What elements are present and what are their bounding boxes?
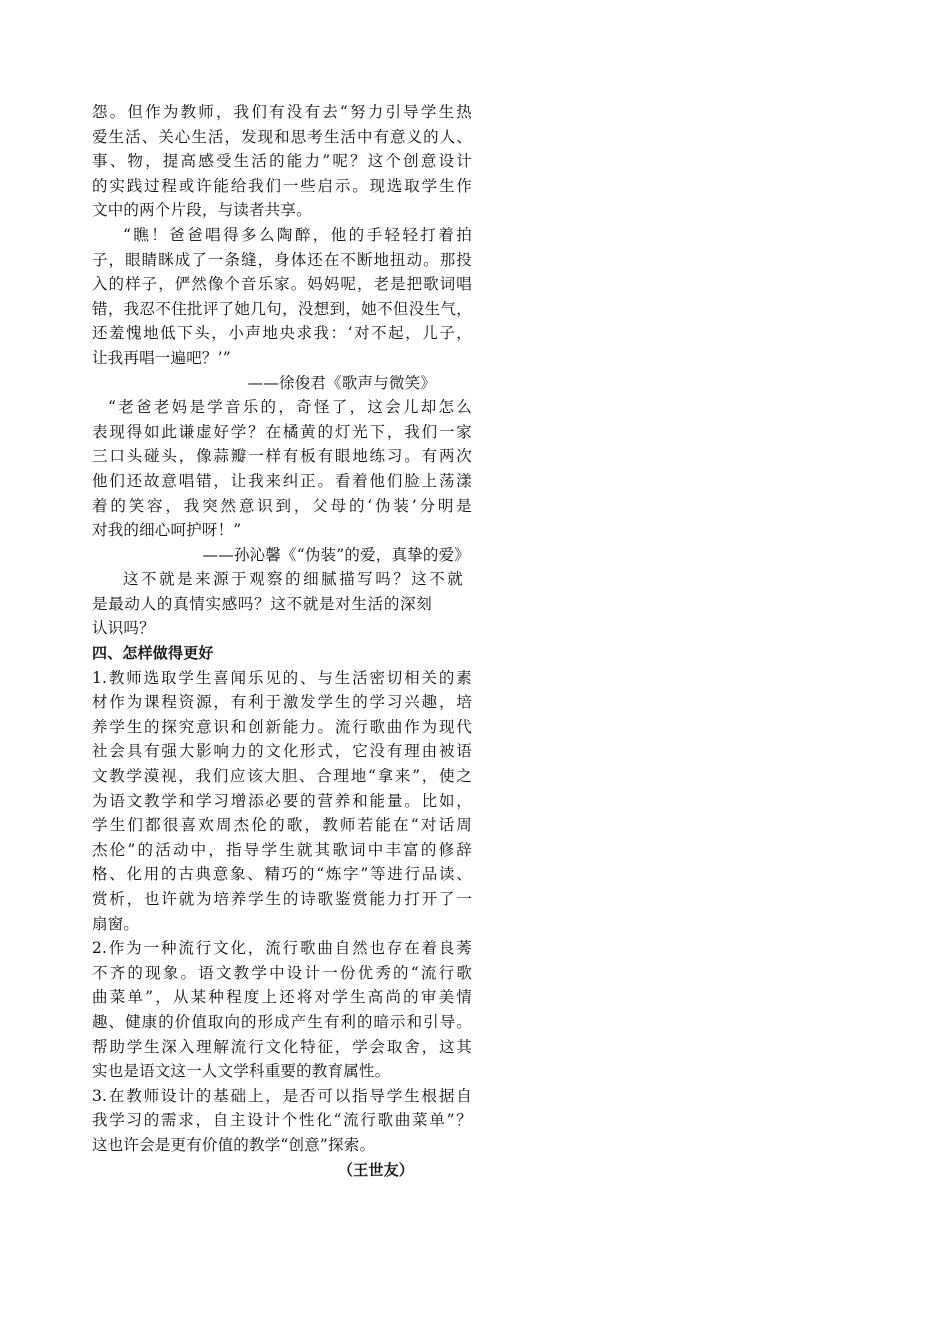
reflection-paragraph [92, 567, 472, 641]
text-line: 事、物，提高感受生活的能力”呢？这个创意设计 [92, 152, 472, 171]
text-line: 1.教师选取学生喜闻乐见的、与生活密切相关的素 [92, 668, 472, 687]
excerpt-byline: ——徐俊君《歌声与微笑》 [247, 373, 436, 392]
text-line: 趣、健康的价值取向的形成产生有利的暗示和引导。 [92, 1012, 472, 1031]
text-line: 的实践过程或许能给我们一些启示。现选取学生作 [92, 176, 472, 195]
point-1 [92, 666, 472, 937]
text-line: 杰伦”的活动中，指导学生就其歌词中丰富的修辞 [92, 840, 472, 859]
text-line: 帮助学生深入理解流行文化特征，学会取舍，这其 [92, 1037, 472, 1056]
text-line: 表现得如此谦虚好学？在橘黄的灯光下，我们一家 [92, 422, 472, 441]
text-line: 学生们都很喜欢周杰伦的歌，教师若能在“对话周 [92, 816, 472, 835]
point-3 [92, 1084, 472, 1158]
text-line: 曲菜单”，从某种程度上还将对学生高尚的审美情 [92, 988, 472, 1007]
article-body [92, 100, 472, 1182]
text-line: 入的样子，俨然像个音乐家。妈妈呢，老是把歌词唱 [92, 275, 472, 294]
text-line: 格、化用的古典意象、精巧的“炼字”等进行品读、 [92, 865, 472, 884]
text-line: 是最动人的真情实感吗？这不就是对生活的深刻 [92, 594, 432, 613]
excerpt-byline: ——孙沁馨《“伪装”的爱，真挚的爱》 [202, 545, 470, 564]
text-line: 为语文教学和学习增添必要的营养和能量。比如， [92, 791, 472, 810]
text-line: “老爸老妈是学音乐的，奇怪了，这会儿却怎么 [108, 398, 472, 417]
text-line: 不齐的现象。语文教学中设计一份优秀的“流行歌 [92, 963, 472, 982]
text-line: 养学生的探究意识和创新能力。流行歌曲作为现代 [92, 717, 472, 736]
text-line: 认识吗？ [92, 619, 155, 638]
point-2 [92, 936, 472, 1084]
text-line: “瞧！爸爸唱得多么陶醉，他的手轻轻打着拍 [123, 225, 472, 244]
text-line: 文教学漠视，我们应该大胆、合理地“拿来”，使之 [92, 767, 472, 786]
text-line: 子，眼睛眯成了一条缝，身体还在不断地扭动。那投 [92, 250, 472, 269]
section-heading: 四、怎样做得更好 [92, 644, 214, 663]
text-line: 3.在教师设计的基础上，是否可以指导学生根据自 [92, 1086, 472, 1105]
text-line: 社会具有强大影响力的文化形式，它没有理由被语 [92, 742, 472, 761]
text-line: 还羞愧地低下头，小声地央求我：‘对不起，儿子， [92, 324, 472, 343]
text-line: 2.作为一种流行文化，流行歌曲自然也存在着良莠 [92, 939, 472, 958]
text-line: 错，我忍不住批评了她几句，没想到，她不但没生气， [92, 299, 472, 318]
text-line: 文中的两个片段，与读者共享。 [92, 201, 312, 220]
text-line: 这也许会是更有价值的教学“创意”探索。 [92, 1135, 376, 1154]
text-line: 他们还故意唱错，让我来纠正。看着他们脸上荡漾 [92, 471, 472, 490]
excerpt-1 [92, 223, 472, 395]
text-line: 三口头碰头，像蒜瓣一样有板有眼地练习。有两次 [92, 447, 472, 466]
text-line: 扇窗。 [92, 914, 140, 933]
text-line: 赏析，也许就为培养学生的诗歌鉴赏能力打开了一 [92, 890, 472, 908]
text-line: 我学习的需求，自主设计个性化“流行歌曲菜单”？ [92, 1111, 472, 1130]
text-line: 让我再唱一遍吧？’” [92, 348, 231, 367]
text-line: 对我的细心呵护呀！” [92, 521, 242, 540]
excerpt-2 [92, 395, 472, 567]
text-line: 着的笑容，我突然意识到，父母的‘伪装’分明是 [92, 496, 472, 515]
author-signature: （王世友） [337, 1160, 414, 1179]
text-line: 材作为课程资源，有利于激发学生的学习兴趣，培 [92, 693, 472, 712]
text-line: 爱生活、关心生活，发现和思考生活中有意义的人、 [92, 127, 472, 146]
text-line: 实也是语文这一人文学科重要的教育属性。 [92, 1062, 391, 1081]
text-line: 怨。但作为教师，我们有没有去“努力引导学生热 [92, 103, 472, 121]
text-line: 这不就是来源于观察的细腻描写吗？这不就 [123, 570, 463, 589]
intro-paragraph [92, 100, 472, 223]
